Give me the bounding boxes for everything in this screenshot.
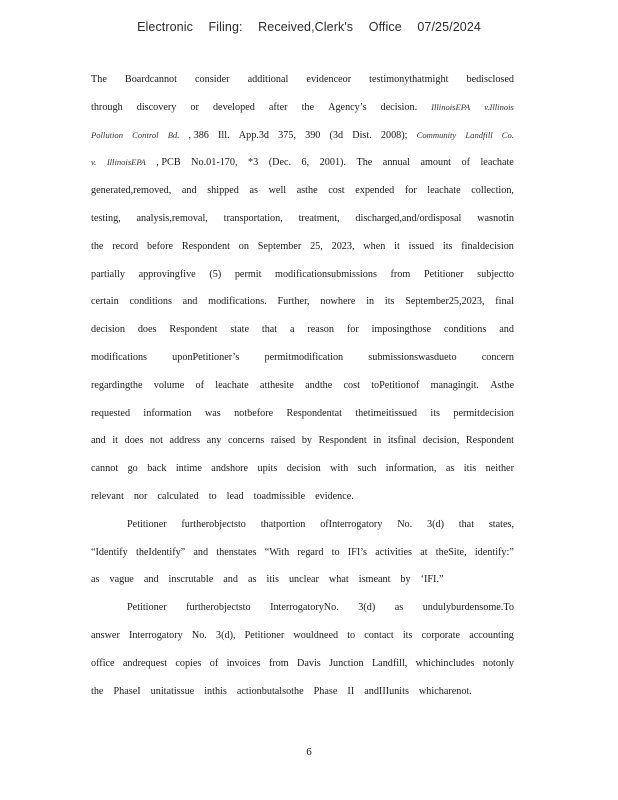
word: asthe: [296, 185, 318, 197]
word: , PCB: [156, 157, 181, 169]
text-line: [91, 372, 514, 400]
word: 25,: [310, 240, 323, 252]
citation-word: Pollution: [91, 129, 123, 140]
word: does: [124, 435, 144, 447]
word: the: [301, 101, 315, 113]
word: relevant: [91, 490, 124, 502]
word: andthe: [305, 379, 333, 391]
word: vague: [109, 574, 134, 586]
citation-word: Landfill: [465, 129, 493, 140]
word: Landfill,: [371, 657, 408, 669]
word: atthesite: [259, 379, 294, 391]
word: additional: [247, 74, 289, 85]
word: No.: [397, 518, 413, 530]
word: (3d: [329, 129, 344, 141]
word: that: [458, 518, 475, 530]
word: developed: [212, 101, 255, 113]
word: furtherobjectsto: [186, 602, 251, 614]
word: unitatissue: [150, 685, 195, 697]
word: Petitioner: [127, 518, 167, 530]
word: shipped: [207, 185, 239, 197]
word: that: [261, 324, 278, 336]
word: to: [331, 546, 340, 558]
word: discharged,and/ordisposal: [355, 212, 462, 224]
word: address: [169, 435, 201, 447]
word: by: [400, 574, 411, 586]
word: Petitioner: [127, 602, 167, 614]
word: furtherobjectsto: [181, 518, 246, 530]
header-date: 07/25/2024: [417, 20, 481, 34]
word: and: [193, 546, 209, 558]
word: itis: [266, 574, 279, 586]
word: “Identify: [91, 546, 128, 558]
text-line: [91, 177, 514, 205]
word: conditions: [443, 324, 487, 336]
word: Davis: [296, 657, 321, 669]
word: notbefore: [234, 407, 274, 419]
word: Phase: [313, 685, 338, 697]
word: as: [247, 574, 257, 586]
word: leachate: [480, 157, 514, 169]
word: leachate: [215, 379, 249, 391]
word: in: [373, 435, 382, 447]
word: 6,: [301, 157, 310, 169]
word: 375,: [278, 129, 296, 141]
word: back: [147, 463, 167, 475]
word: states,: [488, 518, 514, 530]
word: for: [404, 185, 417, 197]
header-electronic: Electronic: [137, 20, 193, 34]
text-line: [91, 455, 514, 483]
word: wasnotin: [477, 212, 514, 224]
word: Boardcannot: [124, 74, 177, 85]
word: its: [402, 629, 413, 641]
text-line: [91, 94, 514, 122]
word: raised: [270, 435, 296, 447]
text-line: [91, 344, 514, 372]
word: decision,: [422, 435, 460, 447]
page-number: 6: [306, 746, 312, 758]
word: after: [268, 101, 288, 113]
word: generated,removed,: [91, 185, 172, 197]
word: requested: [91, 407, 131, 419]
word: state: [230, 324, 249, 336]
word: nor: [133, 490, 148, 502]
word: issued: [408, 240, 435, 252]
word: itis: [463, 463, 477, 475]
text-line: [91, 288, 514, 316]
word: answer: [91, 629, 120, 641]
word: was: [204, 407, 221, 419]
word: well: [268, 185, 287, 197]
word: September25,2023,: [405, 296, 485, 308]
citation-word: Bd.: [167, 129, 180, 140]
word: andrequest: [122, 657, 168, 669]
word: wouldneed: [293, 629, 339, 641]
header-received: Received,Clerk's: [258, 20, 354, 34]
word: go: [127, 463, 138, 475]
citation-word: IllinoisEPA: [106, 157, 146, 168]
word: information: [143, 407, 192, 419]
word: as: [445, 463, 455, 475]
word: it: [112, 435, 118, 447]
word: analysis,removal,: [136, 212, 208, 224]
word: the: [91, 685, 104, 697]
word: 2001).: [319, 157, 346, 169]
word: conditions: [129, 296, 172, 308]
text-line: [91, 122, 514, 150]
word: for: [346, 324, 359, 336]
word: neither: [485, 463, 514, 475]
word: andIIIunits: [364, 685, 409, 697]
word: ismeant: [358, 574, 391, 586]
word: uponPetitioner’s: [172, 351, 240, 363]
word: permitdecision: [453, 407, 514, 419]
text-line: [91, 483, 514, 511]
citation-word: IllinoisEPA: [431, 101, 471, 112]
word: a: [290, 324, 295, 336]
word: thatportion: [260, 518, 306, 530]
word: No.01-170,: [191, 157, 238, 169]
word: theSite,: [435, 546, 467, 558]
word: and: [223, 574, 238, 586]
citation-word: Co.: [501, 129, 514, 140]
word: as: [249, 185, 258, 197]
word: actionbutalsothe: [236, 685, 304, 697]
word: permit: [234, 268, 262, 280]
word: submissionswasdueto: [368, 351, 457, 363]
word: or: [190, 101, 199, 113]
word: as: [91, 574, 100, 586]
word: such: [357, 463, 377, 475]
word: information,: [385, 463, 437, 475]
word: finaldecision: [461, 240, 514, 252]
word: its: [442, 240, 453, 252]
text-line: [91, 427, 514, 455]
word: discovery: [136, 101, 177, 113]
word: modifications.: [208, 296, 267, 308]
word: PhaseI: [113, 685, 141, 697]
word: *3: [248, 157, 259, 169]
word: to: [347, 629, 356, 641]
word: managingit.: [430, 379, 479, 391]
word: inscrutable: [168, 574, 214, 586]
word: volume: [153, 379, 185, 391]
word: toadmissible: [253, 490, 306, 502]
word: cost: [328, 185, 345, 197]
word: (Dec.: [268, 157, 292, 169]
word: No.: [191, 629, 207, 641]
word: expended: [355, 185, 395, 197]
word: what: [328, 574, 349, 586]
citation-word: Community: [416, 129, 457, 140]
word: unclear: [288, 574, 319, 586]
word: when: [363, 240, 386, 252]
text-line: [91, 233, 514, 261]
word: 3(d): [426, 518, 444, 530]
word: Interrogatory: [128, 629, 183, 641]
text-line: [91, 316, 514, 344]
word: September: [257, 240, 302, 252]
text-line: [91, 261, 514, 289]
word: II: [347, 685, 355, 697]
word: Respondent: [318, 435, 367, 447]
text-line: [91, 539, 514, 567]
word: Further,: [277, 296, 310, 308]
word: treatment,: [298, 212, 340, 224]
word: identify:”: [474, 546, 514, 558]
word: its: [430, 407, 440, 419]
word: amount: [420, 157, 451, 169]
word: collection,: [471, 185, 514, 197]
word: decision: [286, 463, 321, 475]
word: theIdentify”: [135, 546, 186, 558]
word: notonly: [482, 657, 514, 669]
word: 2023,: [331, 240, 355, 252]
word: inthis: [204, 685, 227, 697]
word: and: [91, 435, 106, 447]
word: regard: [297, 546, 324, 558]
word: bedisclosed: [466, 74, 514, 85]
word: 3(d),: [215, 629, 236, 641]
word: cannot: [91, 463, 119, 475]
word: evidence.: [315, 490, 354, 502]
word: upits: [257, 463, 278, 475]
word: and: [182, 296, 198, 308]
document-body: [91, 66, 514, 705]
word: and: [499, 324, 514, 336]
word: itsfinal: [387, 435, 417, 447]
word: certain: [91, 296, 119, 308]
word: App.3d: [238, 129, 270, 141]
word: modifications: [91, 351, 148, 363]
citation-word: v.: [91, 157, 97, 168]
text-line: [91, 566, 514, 594]
word: Respondentat: [286, 407, 342, 419]
text-line: [91, 678, 514, 706]
word: The: [91, 74, 107, 85]
word: permitmodification: [264, 351, 344, 363]
word: Respondent: [181, 240, 230, 252]
word: final: [495, 296, 514, 308]
citation-word: v.Illinois: [484, 101, 514, 112]
word: transportation,: [223, 212, 283, 224]
word: concern: [481, 351, 514, 363]
word: reason: [307, 324, 334, 336]
word: undulyburdensome.To: [422, 602, 514, 614]
word: approvingfive: [138, 268, 196, 280]
word: The: [356, 157, 373, 169]
word: testing,: [91, 212, 121, 224]
header-office: Office: [368, 20, 402, 34]
word: evidenceor: [306, 74, 352, 85]
word: thetimeitissued: [355, 407, 417, 419]
word: Dist.: [352, 129, 372, 141]
word: activities: [375, 546, 413, 558]
word: as: [394, 602, 404, 614]
word: intime: [175, 463, 202, 475]
word: invoices: [226, 657, 261, 669]
word: does: [137, 324, 157, 336]
word: partially: [91, 268, 125, 280]
word: before: [147, 240, 174, 252]
word: of: [209, 657, 219, 669]
word: Petitioner: [244, 629, 285, 641]
word: copies: [175, 657, 202, 669]
word: Asthe: [490, 379, 514, 391]
word: decision.: [380, 101, 418, 113]
word: 390: [305, 129, 321, 141]
text-line: [91, 205, 514, 233]
word: any: [206, 435, 222, 447]
text-line: [91, 650, 514, 678]
header-filing: Filing:: [208, 20, 243, 34]
word: lead: [226, 490, 244, 502]
word: accounting: [469, 629, 514, 641]
word: its: [384, 296, 395, 308]
word: not: [149, 435, 163, 447]
word: Ill.: [218, 129, 230, 141]
word: InterrogatoryNo.: [270, 602, 339, 614]
word: corporate: [421, 629, 461, 641]
word: decision: [91, 324, 125, 336]
word: to: [208, 490, 217, 502]
word: leachate: [427, 185, 461, 197]
word: from: [390, 268, 411, 280]
word: of: [195, 379, 205, 391]
word: IFI’s: [347, 546, 368, 558]
word: from: [268, 657, 289, 669]
word: consider: [195, 74, 230, 85]
word: , 386: [188, 129, 209, 141]
word: Respondent: [465, 435, 514, 447]
word: contact: [364, 629, 394, 641]
word: testimonythatmight: [369, 74, 449, 85]
word: ofInterrogatory: [320, 518, 383, 530]
word: whichincludes: [415, 657, 475, 669]
word: concerns: [228, 435, 265, 447]
word: with: [330, 463, 349, 475]
word: of: [461, 157, 470, 169]
word: calculated: [157, 490, 199, 502]
word: Agency’s: [328, 101, 367, 113]
text-line: [91, 511, 514, 539]
word: (5): [209, 268, 222, 280]
word: regardingthe: [91, 379, 143, 391]
electronic-filing-header: [0, 20, 618, 34]
word: whicharenot.: [418, 685, 472, 697]
word: thenstates: [216, 546, 257, 558]
word: ‘IFI.”: [420, 574, 444, 586]
word: Respondent: [169, 324, 218, 336]
text-line: [91, 622, 514, 650]
text-line: [91, 594, 514, 622]
word: cost: [343, 379, 360, 391]
word: record: [112, 240, 139, 252]
word: nowhere: [320, 296, 356, 308]
text-line: [91, 400, 514, 428]
word: by: [301, 435, 312, 447]
word: toPetitionof: [371, 379, 420, 391]
word: and: [143, 574, 159, 586]
word: Petitioner: [423, 268, 464, 280]
word: it: [394, 240, 400, 252]
text-line: [91, 66, 514, 94]
word: imposingthose: [371, 324, 432, 336]
word: on: [238, 240, 249, 252]
word: modificationsubmissions: [275, 268, 377, 280]
word: subjectto: [477, 268, 514, 280]
word: the: [91, 240, 104, 252]
word: and: [181, 185, 197, 197]
citation-word: Control: [132, 129, 159, 140]
word: in: [366, 296, 375, 308]
word: Junction: [329, 657, 364, 669]
word: at: [420, 546, 428, 558]
word: annual: [382, 157, 410, 169]
text-line: [91, 149, 514, 177]
word: 2008);: [380, 129, 408, 141]
word: office: [91, 657, 115, 669]
word: through: [91, 101, 123, 113]
word: 3(d): [358, 602, 376, 614]
word: “With: [264, 546, 290, 558]
word: andshore: [211, 463, 249, 475]
